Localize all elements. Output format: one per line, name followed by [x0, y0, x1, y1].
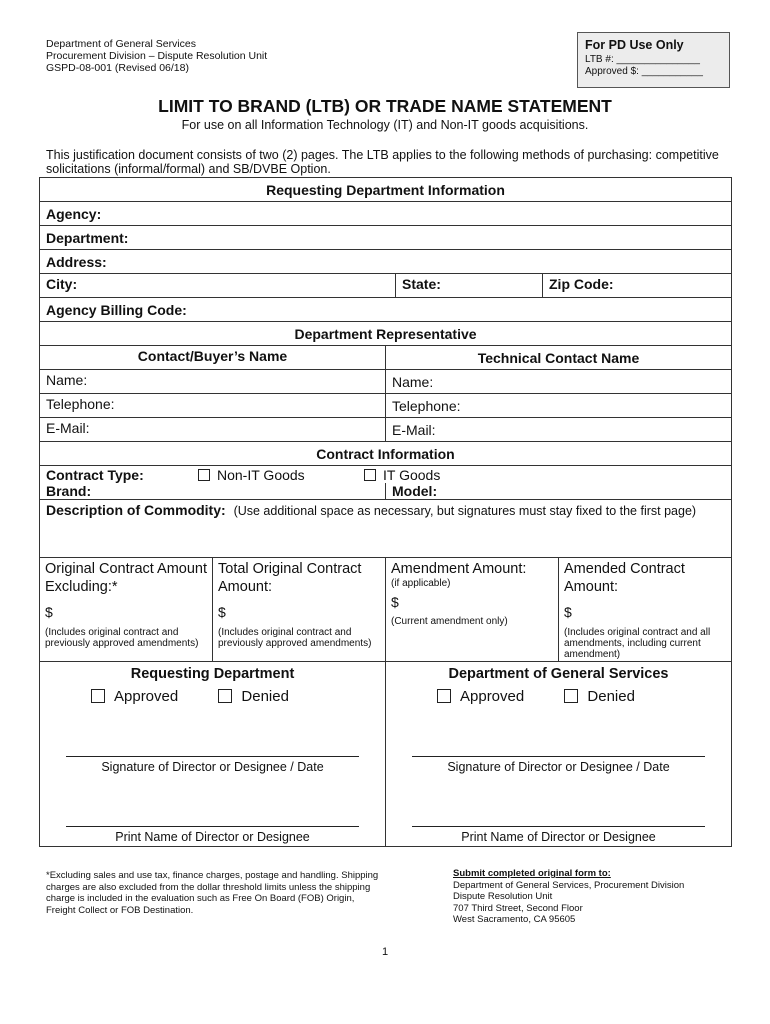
form-table: [39, 177, 732, 847]
footnote: *Excluding sales and use tax, finance charges, postage and handling. Shipping charges are also excluded from the dollar threshold limits unless the shipping charge is included in the evaluation such as Free On Board (FOB) Origin, Freight Collect or FOB Destination.: [46, 870, 379, 916]
submit-line: Dispute Resolution Unit: [453, 891, 553, 902]
section-representative: Department Representative: [40, 322, 731, 346]
header-dept: Department of General Services: [46, 38, 196, 50]
header-division: Procurement Division – Dispute Resolution Unit: [46, 50, 268, 62]
amounts-row: [40, 558, 731, 662]
dgs-approved-checkbox[interactable]: [437, 689, 451, 703]
address-label: Address:: [46, 253, 107, 270]
dgs-signature-line[interactable]: Signature of Director or Designee / Date: [412, 756, 705, 774]
non-it-option[interactable]: [192, 467, 358, 483]
pd-box-approved: Approved $: ___________: [585, 66, 703, 77]
dgs-denied-checkbox[interactable]: [564, 689, 578, 703]
buyer-header: Contact/Buyer’s Name: [40, 346, 386, 370]
dgs-denied-option[interactable]: [564, 688, 635, 705]
dgs-approval: [386, 662, 731, 846]
amount-note: (Includes original contract and previously approved amendments): [45, 627, 199, 649]
model-field[interactable]: Model:: [392, 483, 438, 499]
requesting-print-name-line[interactable]: Print Name of Director or Designee: [66, 826, 359, 844]
tech-telephone-field[interactable]: Telephone:: [392, 397, 461, 414]
dgs-approval-title: Department of General Services: [448, 666, 669, 682]
submit-heading: Submit completed original form to:: [453, 868, 611, 879]
department-row[interactable]: [40, 226, 731, 250]
department-label: Department:: [46, 229, 129, 246]
contract-type-row: [40, 466, 731, 483]
description-row[interactable]: [40, 500, 731, 558]
section-contract: Contract Information: [40, 442, 731, 466]
requesting-approved-label: Approved: [114, 688, 179, 705]
amount-cell-original[interactable]: [40, 558, 213, 661]
non-it-label: Non-IT Goods: [217, 466, 305, 483]
billing-code-row[interactable]: [40, 298, 731, 322]
requesting-approval: [40, 662, 386, 846]
billing-code-label: Agency Billing Code:: [46, 301, 187, 318]
tech-email-field[interactable]: E-Mail:: [392, 421, 436, 438]
state-field[interactable]: State:: [396, 274, 543, 298]
requesting-options: [64, 688, 361, 705]
rep-telephone-row: [40, 394, 731, 418]
brand-field[interactable]: Brand:: [40, 483, 386, 500]
rep-email-row: [40, 418, 731, 442]
rep-name-row: [40, 370, 731, 394]
amount-cell-total-original[interactable]: [213, 558, 386, 661]
requesting-denied-label: Denied: [241, 688, 289, 705]
tech-name-field[interactable]: Name:: [392, 373, 434, 390]
amount-cell-amendment[interactable]: [386, 558, 559, 661]
amount-title: Total Original Contract Amount:: [218, 561, 362, 595]
amount-sub: (if applicable): [391, 578, 451, 589]
amount-title: Amendment Amount:: [391, 561, 527, 577]
amount-dollar: $: [45, 604, 53, 620]
it-checkbox[interactable]: [364, 469, 376, 481]
description-label: Description of Commodity:: [46, 502, 226, 518]
pd-box-ltb: LTB #: _______________: [585, 54, 700, 65]
city-field[interactable]: City:: [40, 274, 396, 298]
requesting-denied-option[interactable]: [218, 688, 289, 705]
amount-title: Amended Contract Amount:: [564, 561, 685, 595]
header-block: [46, 38, 267, 74]
pd-box-title: For PD Use Only: [585, 38, 684, 52]
non-it-checkbox[interactable]: [198, 469, 210, 481]
amount-dollar: $: [391, 594, 399, 610]
form-subtitle: For use on all Information Technology (IT) and Non-IT goods acquisitions.: [181, 118, 589, 132]
dgs-approved-label: Approved: [460, 688, 525, 705]
rep-headers-row: [40, 346, 731, 370]
zip-field[interactable]: Zip Code:: [549, 275, 614, 292]
buyer-email-field[interactable]: E-Mail:: [40, 418, 386, 442]
it-option[interactable]: [358, 467, 731, 483]
section-requesting: Requesting Department Information: [40, 178, 731, 202]
buyer-name-field[interactable]: Name:: [40, 370, 386, 394]
description-note: (Use additional space as necessary, but signatures must stay fixed to the first page): [233, 504, 697, 518]
amount-cell-amended[interactable]: [559, 558, 731, 661]
page-number: 1: [381, 946, 389, 958]
tech-header: Technical Contact Name: [477, 349, 640, 366]
buyer-telephone-field[interactable]: Telephone:: [40, 394, 386, 418]
requesting-signature-line[interactable]: Signature of Director or Designee / Date: [66, 756, 359, 774]
dgs-denied-label: Denied: [587, 688, 635, 705]
amount-dollar: $: [218, 604, 226, 620]
brand-model-row: [40, 483, 731, 500]
header-form-id: GSPD-08-001 (Revised 06/18): [46, 62, 189, 74]
submit-line: West Sacramento, CA 95605: [453, 914, 576, 925]
amount-note: (Current amendment only): [391, 616, 508, 627]
submit-line: Department of General Services, Procurement Division: [453, 879, 685, 891]
requesting-denied-checkbox[interactable]: [218, 689, 232, 703]
city-state-zip-row: [40, 274, 731, 298]
requesting-approval-title: Requesting Department: [130, 666, 295, 682]
agency-label: Agency:: [46, 205, 102, 222]
requesting-approved-option[interactable]: [91, 688, 178, 705]
intro-text: This justification document consists of two (2) pages. The LTB applies to the following methods of purchasing: competitive solicitations (informal/formal) and SB/DVBE Option.: [46, 148, 719, 176]
address-row[interactable]: [40, 250, 731, 274]
requesting-approved-checkbox[interactable]: [91, 689, 105, 703]
amount-note: (Includes original contract and all amendments, including current amendment): [564, 627, 711, 660]
submit-line: 707 Third Street, Second Floor: [453, 902, 583, 914]
dgs-options: [410, 688, 707, 705]
form-title: LIMIT TO BRAND (LTB) OR TRADE NAME STATEMENT: [158, 96, 612, 116]
amount-note: (Includes original contract and previously approved amendments): [218, 627, 372, 649]
amount-dollar: $: [564, 604, 572, 620]
approvals-row: [40, 662, 731, 847]
it-label: IT Goods: [383, 466, 441, 483]
pd-use-only-box: [577, 32, 730, 88]
dgs-approved-option[interactable]: [437, 688, 524, 705]
dgs-print-name-line[interactable]: Print Name of Director or Designee: [412, 826, 705, 844]
contract-type-label: Contract Type:: [46, 466, 144, 483]
agency-row[interactable]: [40, 202, 731, 226]
submit-block: [453, 868, 733, 926]
amount-title: Original Contract Amount Excluding:*: [45, 561, 207, 595]
